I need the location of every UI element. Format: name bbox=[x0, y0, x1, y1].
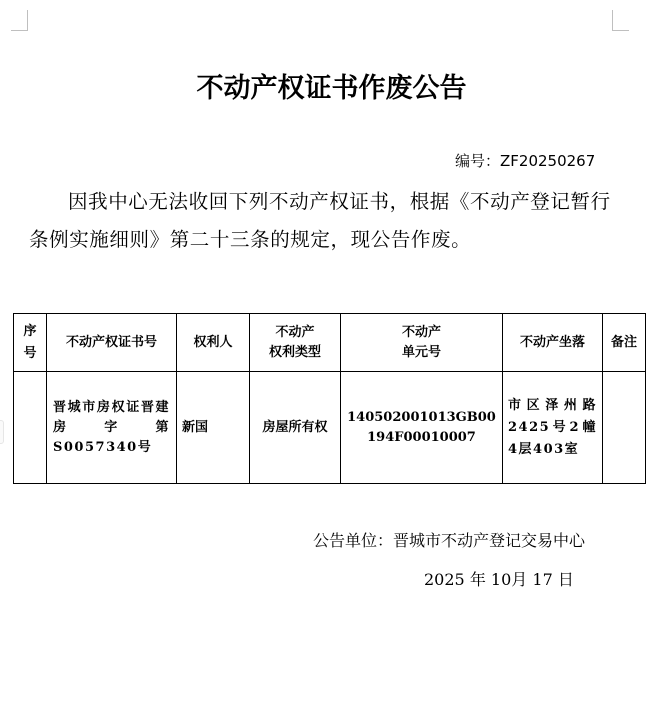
table-header-row bbox=[14, 314, 646, 372]
announcement-body: 因我中心无法收回下列不动产权证书，根据《不动产登记暂行条例实施细则》第二十三条的规定，现公告作废。 bbox=[29, 190, 611, 251]
header-right-type bbox=[250, 314, 341, 372]
date-month-unit: 月 bbox=[511, 570, 528, 589]
date-year: 2025 bbox=[424, 570, 465, 589]
side-scroll-handle bbox=[0, 420, 4, 444]
header-right-type-line2: 权利类型 bbox=[268, 344, 321, 360]
document-title: 不动产权证书作废公告 bbox=[196, 73, 467, 104]
revoked-certificates-table bbox=[13, 313, 646, 484]
document-number-value: ZF20250267 bbox=[500, 152, 596, 170]
header-holder: 权利人 bbox=[177, 314, 250, 372]
header-unit-no-line1: 不动产 bbox=[401, 324, 441, 340]
header-unit-no-line2: 单元号 bbox=[401, 344, 441, 360]
cell-cert-no: 晋城市房权证晋建房字第S0057340号 bbox=[47, 372, 177, 484]
date-day-unit: 日 bbox=[557, 570, 574, 589]
date-month: 10 bbox=[490, 570, 512, 589]
header-cert-no: 不动产权证书号 bbox=[47, 314, 177, 372]
issuer-label: 公告单位： bbox=[313, 531, 394, 550]
issuer-line bbox=[313, 528, 585, 551]
header-seq-label: 序号 bbox=[23, 323, 37, 361]
announcement-date bbox=[424, 567, 574, 590]
header-seq bbox=[14, 314, 47, 372]
issuer-name: 晋城市不动产登记交易中心 bbox=[393, 531, 586, 550]
date-day: 17 bbox=[532, 570, 553, 589]
cell-holder: 新国 bbox=[177, 372, 250, 484]
page-corner-marker-top-right bbox=[612, 10, 629, 31]
header-location: 不动产坐落 bbox=[503, 314, 603, 372]
date-year-unit: 年 bbox=[469, 570, 486, 589]
cell-right-type: 房屋所有权 bbox=[250, 372, 341, 484]
header-unit-no bbox=[341, 314, 503, 372]
document-number-label: 编号： bbox=[455, 152, 501, 170]
header-remarks: 备注 bbox=[603, 314, 646, 372]
page-corner-marker-top-left bbox=[11, 10, 28, 31]
table-row bbox=[14, 372, 646, 484]
cell-location: 市区泽州路2425号2幢4层403室 bbox=[503, 372, 603, 484]
cell-unit-no: 140502001013GB00194F00010007 bbox=[341, 372, 503, 484]
document-number bbox=[455, 150, 595, 171]
header-right-type-line1: 不动产 bbox=[275, 324, 315, 340]
cell-seq bbox=[14, 372, 47, 484]
cell-remarks bbox=[603, 372, 646, 484]
